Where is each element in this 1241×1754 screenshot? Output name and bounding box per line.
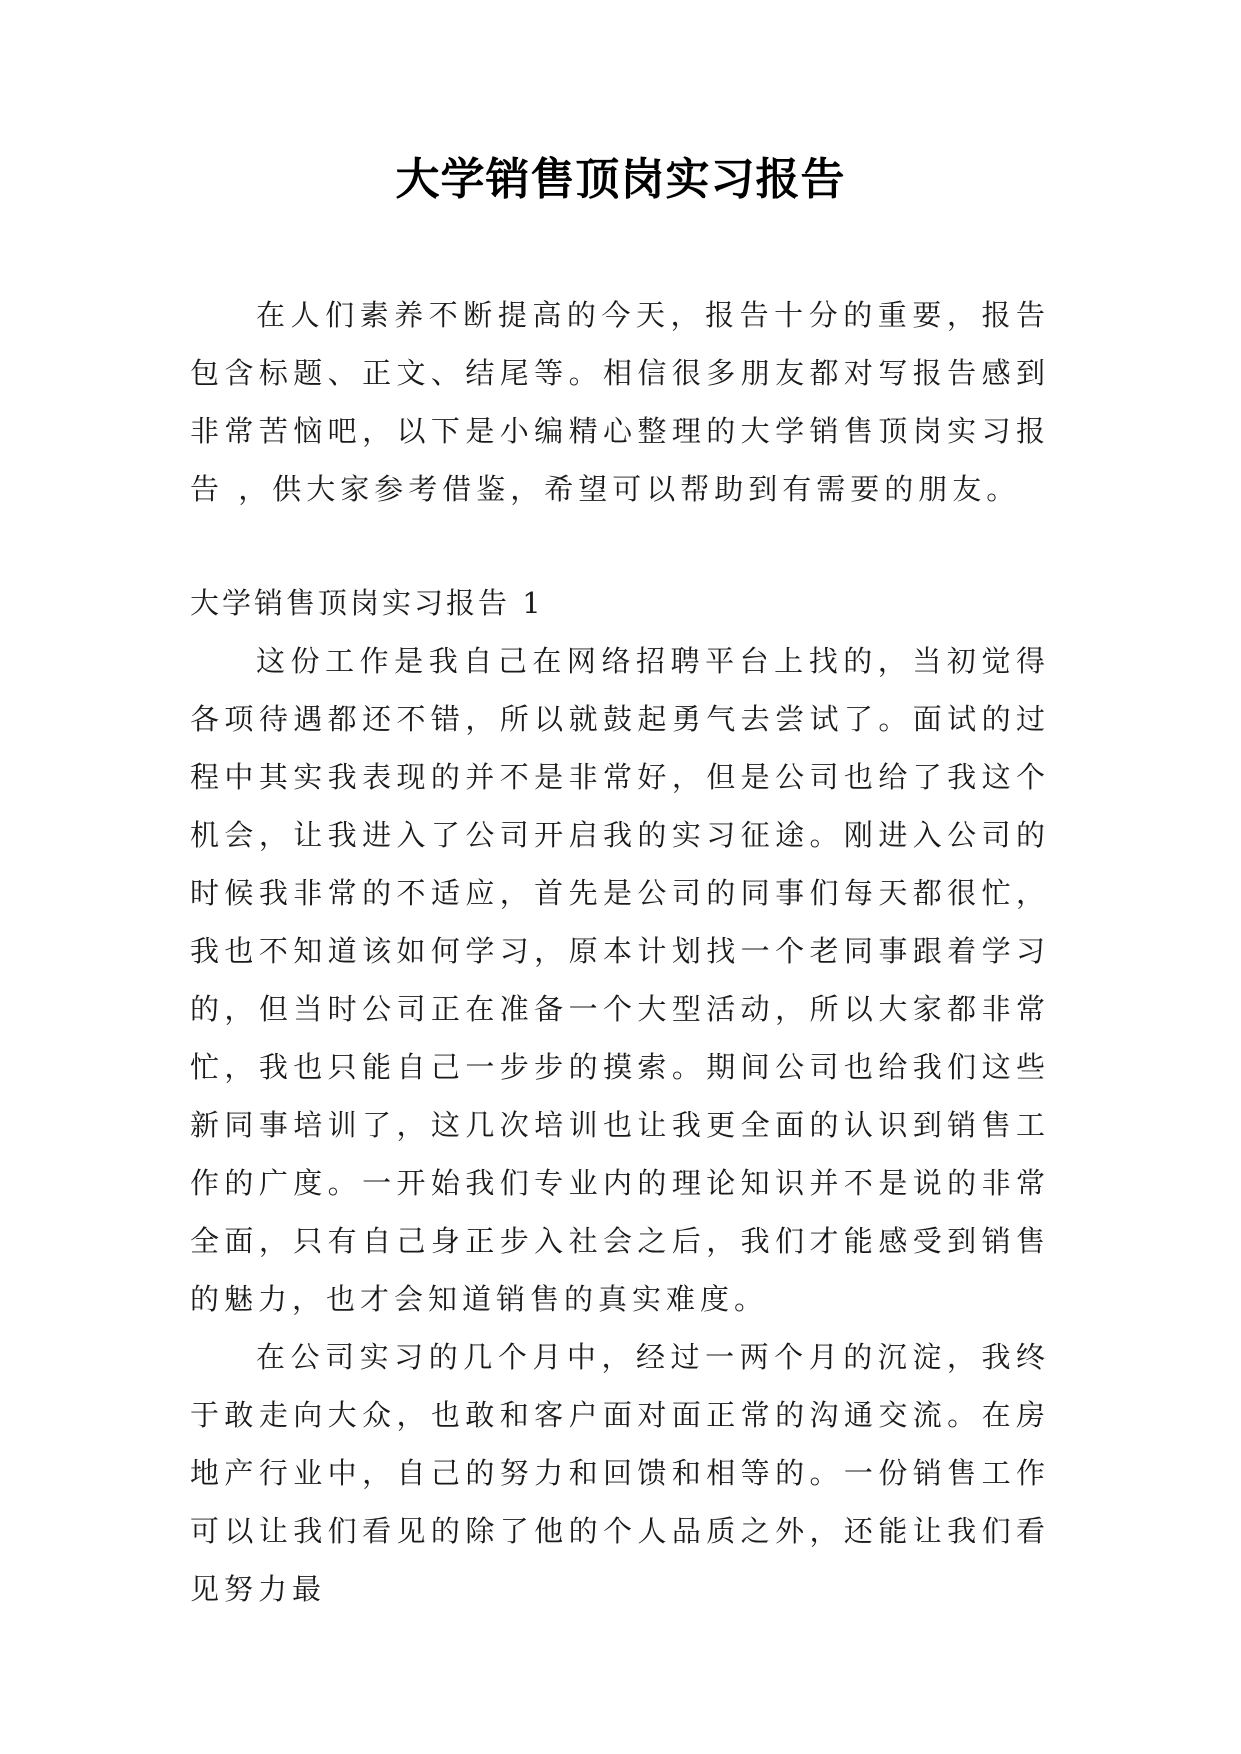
paragraph-spacer <box>190 518 1050 574</box>
body-paragraph-2: 在公司实习的几个月中，经过一两个月的沉淀，我终于敢走向大众，也敢和客户面对面正常的沟通交流。在房地产行业中，自己的努力和回馈和相等的。一份销售工作可以让我们看见的除了他的个人品质之外，还能让我们看见努力最 <box>190 1340 1050 1606</box>
body-paragraph-1: 这份工作是我自己在网络招聘平台上找的，当初觉得各项待遇都还不错，所以就鼓起勇气去尝试了。面试的过程中其实我表现的并不是非常好，但是公司也给了我这个机会，让我进入了公司开启我的实习征途。刚进入公司的时候我非常的不适应，首先是公司的同事们每天都很忙，我也不知道该如何学习，原本计划找一个老同事跟着学习的，但当时公司正在准备一个大型活动，所以大家都非常忙，我也只能自己一步步的摸索。期间公司也给我们这些新同事培训了，这几次培训也让我更全面的认识到销售工作的广度。一开始我们专业内的理论知识并不是说的非常全面，只有自己身正步入社会之后，我们才能感受到销售的魅力，也才会知道销售的真实难度。 <box>190 644 1050 1316</box>
intro-paragraph: 在人们素养不断提高的今天，报告十分的重要，报告包含标题、正文、结尾等。相信很多朋友都对写报告感到非常苦恼吧，以下是小编精心整理的大学销售顶岗实习报告 ，供大家参考借鉴，希望可以帮助到有需要的朋友。 <box>190 298 1050 506</box>
document-title: 大学销售顶岗实习报告 <box>395 154 846 205</box>
section-heading: 大学销售顶岗实习报告 1 <box>190 586 544 620</box>
document-body <box>190 286 1050 1618</box>
